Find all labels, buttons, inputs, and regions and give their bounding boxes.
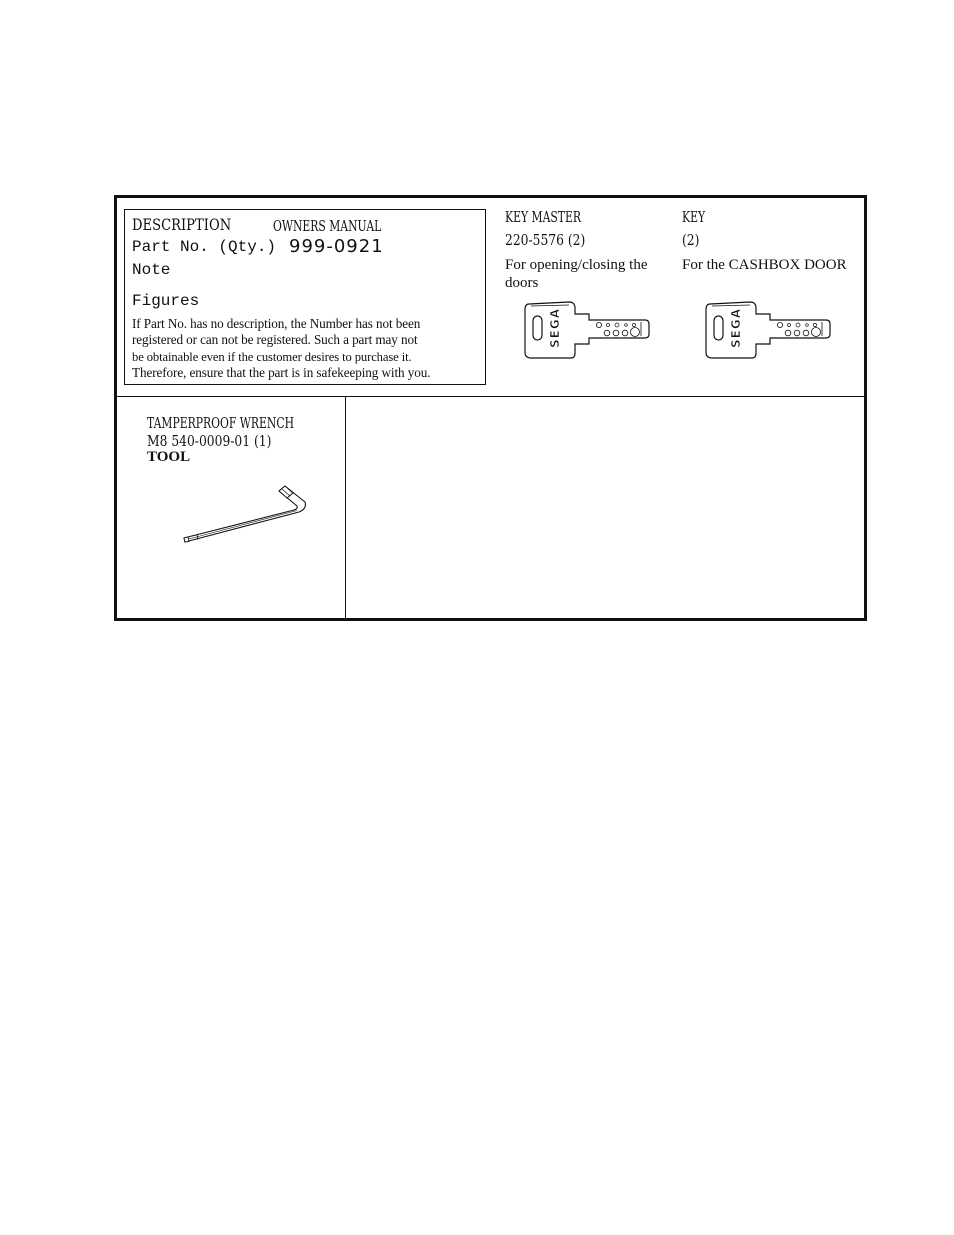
legend-note-label: Note <box>132 261 171 279</box>
legend-box <box>124 209 486 385</box>
wrench-part: M8 540-0009-01 (1) <box>147 432 272 450</box>
key-master-part: 220-5576 (2) <box>505 231 586 249</box>
wrench-note: TOOL <box>147 449 191 465</box>
parts-table <box>114 195 867 621</box>
legend-figures-label: Figures <box>132 292 200 310</box>
disclaimer-line: registered or can not be registered. Such a part may not <box>132 332 418 348</box>
disclaimer-line: Therefore, ensure that the part is in safekeeping with you. <box>132 364 431 380</box>
wrench-icon <box>181 482 313 558</box>
legend-description-label: DESCRIPTION <box>132 215 232 234</box>
legend-part-label: Part No. (Qty.) <box>132 238 277 256</box>
svg-text:SEGA: SEGA <box>548 308 562 348</box>
key-master-icon <box>519 298 655 362</box>
key-logo <box>729 308 743 348</box>
key-icon <box>700 298 836 362</box>
legend-description-value: OWNERS MANUAL <box>273 217 382 235</box>
key-master-note: For opening/closing the doors <box>505 257 648 291</box>
column-divider <box>345 396 346 618</box>
legend-disclaimer <box>132 316 482 381</box>
key-master-logo <box>548 308 562 348</box>
svg-text:SEGA: SEGA <box>729 308 743 348</box>
key-note: For the CASHBOX DOOR <box>682 257 847 273</box>
row-divider <box>117 396 864 397</box>
wrench-description: TAMPERPROOF WRENCH <box>147 414 295 432</box>
disclaimer-line: If Part No. has no description, the Number has not been <box>132 316 421 331</box>
legend-part-value: 999-0921 <box>289 236 384 257</box>
key-master-description: KEY MASTER <box>505 208 581 226</box>
key-description: KEY <box>682 208 706 226</box>
disclaimer-line: be obtainable even if the customer desires to purchase it. <box>132 349 412 364</box>
key-part: (2) <box>682 231 700 249</box>
